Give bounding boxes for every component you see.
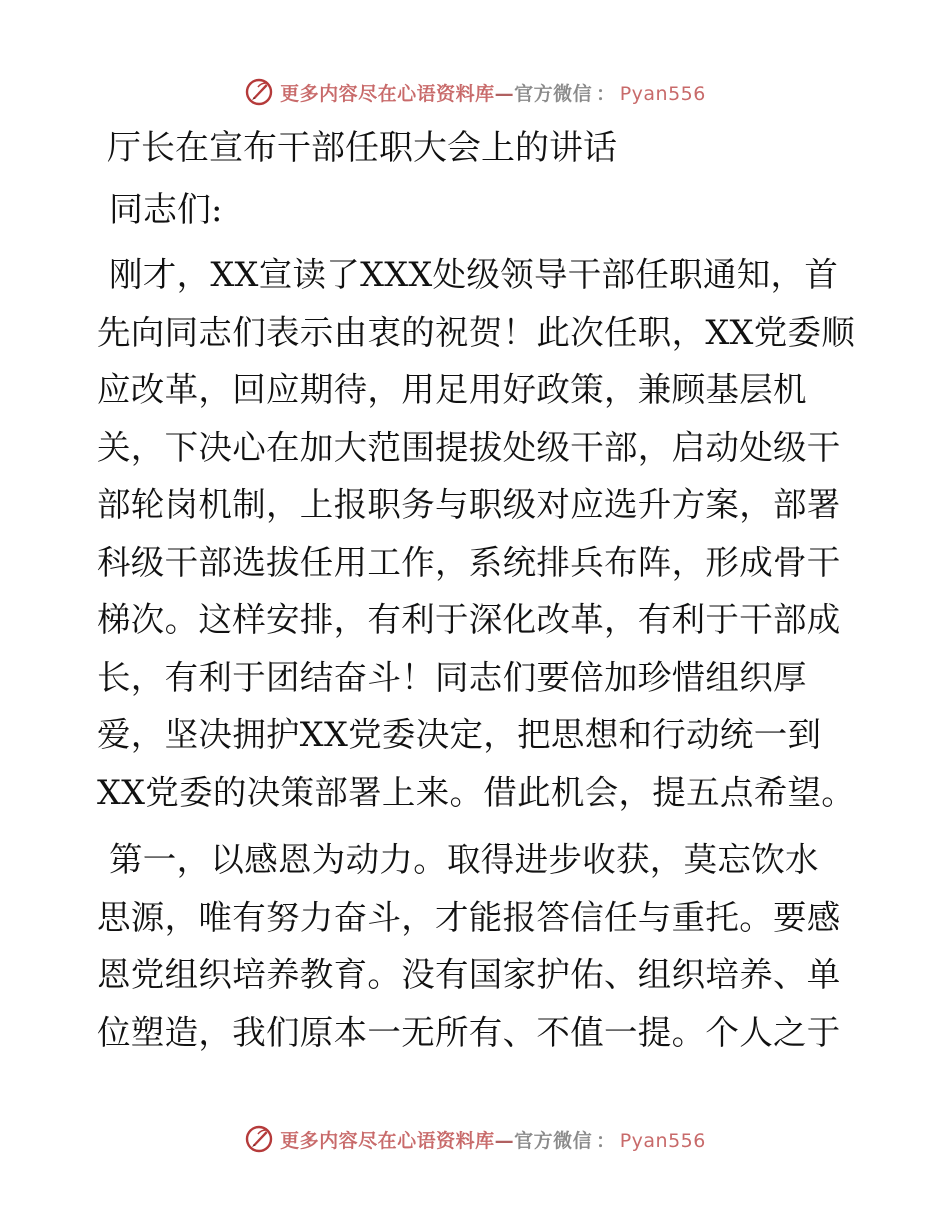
paragraph-line: 刚才，XX宣读了XXX处级领导干部任职通知，首: [109, 255, 839, 294]
document-greeting: 同志们:: [109, 190, 223, 230]
banner-separator: ：: [596, 82, 616, 105]
banner-site-link[interactable]: 更多内容尽在心语资料库: [280, 82, 495, 105]
banner-wechat-id: Pyan556: [619, 1129, 706, 1152]
paragraph-line: 先向同志们表示由衷的祝贺！此次任职，XX党委顺: [97, 312, 856, 352]
quill-pen-logo-icon: [244, 1124, 274, 1154]
quill-pen-logo-icon: [244, 77, 274, 107]
paragraph-line: 关，下决心在加大范围提拔处级干部，启动处级干: [97, 427, 841, 467]
paragraph-line: 科级干部选拔任用工作，系统排兵布阵，形成骨干: [97, 542, 841, 582]
paragraph-line: 梯次。这样安排，有利于深化改革，有利于干部成: [97, 600, 841, 639]
banner-wechat-id: Pyan556: [619, 82, 706, 105]
banner-text: [280, 79, 706, 106]
paragraph-1: [97, 246, 857, 821]
paragraph-line: XX党委的决策部署上来。借此机会，提五点希望。: [97, 772, 856, 812]
banner-text: [280, 1126, 706, 1153]
paragraph-line: 第一，以感恩为动力。取得进步收获，莫忘饮水: [109, 840, 819, 879]
paragraph-line: 长，有利于团结奋斗！同志们要倍加珍惜组织厚: [97, 657, 807, 697]
document-title: 厅长在宣布干部任职大会上的讲话: [107, 128, 617, 168]
banner-wechat-label: 官方微信: [514, 82, 593, 105]
footer-banner: [0, 1119, 950, 1159]
paragraph-line: 位塑造，我们原本一无所有、不值一提。个人之于: [97, 1012, 841, 1052]
header-banner: [0, 72, 950, 112]
banner-site-link[interactable]: 更多内容尽在心语资料库: [280, 1129, 495, 1152]
document-body: [97, 122, 857, 1071]
banner-wechat-label: 官方微信: [514, 1129, 593, 1152]
paragraph-line: 爱，坚决拥护XX党委决定，把思想和行动统一到: [97, 715, 822, 754]
paragraph-line: 应改革，回应期待，用足用好政策，兼顾基层机: [97, 370, 807, 409]
paragraph-2: [97, 831, 857, 1061]
banner-dash: —: [494, 82, 515, 105]
paragraph-line: 思源，唯有努力奋斗，才能报答信任与重托。要感: [97, 897, 841, 937]
banner-separator: ：: [596, 1129, 616, 1152]
paragraph-line: 部轮岗机制，上报职务与职级对应选升方案，部署: [97, 485, 841, 524]
banner-dash: —: [494, 1129, 515, 1152]
paragraph-line: 恩党组织培养教育。没有国家护佑、组织培养、单: [97, 955, 841, 994]
